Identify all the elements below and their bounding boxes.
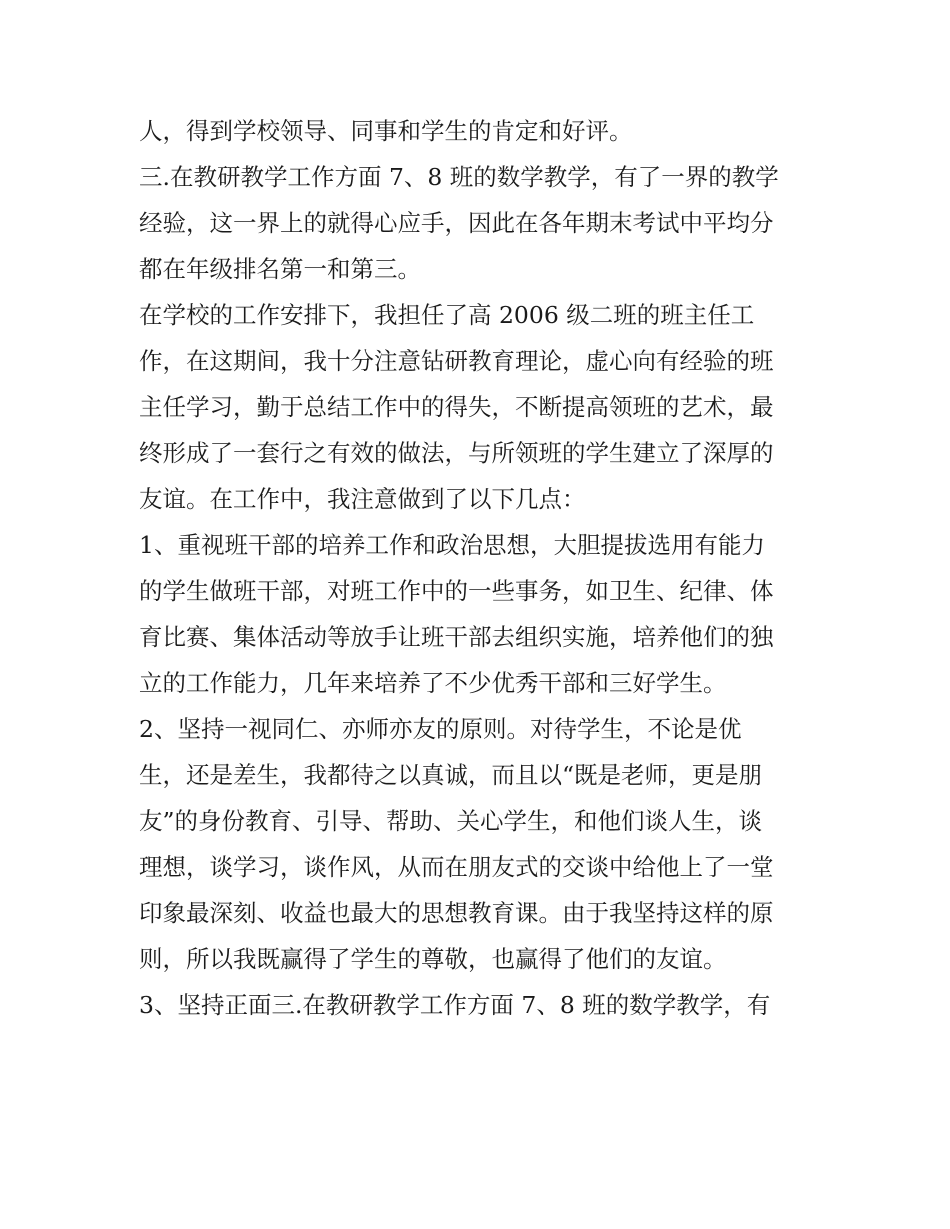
text-line: 1、重视班干部的培养工作和政治思想，大胆提拔选用有能力 xyxy=(139,531,765,559)
text-line: 生，还是差生，我都待之以真诚，而且以“既是老师，更是朋 xyxy=(139,761,763,789)
text-line: 的学生做班干部，对班工作中的一些事务，如卫生、纪律、体 xyxy=(139,577,774,605)
text-line: 人，得到学校领导、同事和学生的肯定和好评。 xyxy=(139,117,633,145)
text-line: 友”的身份教育、引导、帮助、关心学生，和他们谈人生，谈 xyxy=(139,807,763,835)
text-line: 主任学习，勤于总结工作中的得失，不断提高领班的艺术，最 xyxy=(139,393,774,421)
text-line: 经验，这一界上的就得心应手，因此在各年期末考试中平均分 xyxy=(139,209,774,237)
text-line: 三.在教研教学工作方面 7、8 班的数学教学，有了一界的教学 xyxy=(139,163,779,191)
text-line: 育比赛、集体活动等放手让班干部去组织实施，培养他们的独 xyxy=(139,623,774,651)
text-line: 3、坚持正面三.在教研教学工作方面 7、8 班的数学教学，有 xyxy=(139,991,771,1019)
body-text xyxy=(139,108,819,1028)
text-line: 在学校的工作安排下，我担任了高 2006 级二班的班主任工 xyxy=(139,301,755,329)
text-line: 理想，谈学习，谈作风，从而在朋友式的交谈中给他上了一堂 xyxy=(139,853,774,881)
text-line: 则，所以我既赢得了学生的尊敬，也赢得了他们的友谊。 xyxy=(139,945,727,973)
text-line: 印象最深刻、收益也最大的思想教育课。由于我坚持这样的原 xyxy=(139,899,774,927)
text-line: 终形成了一套行之有效的做法，与所领班的学生建立了深厚的 xyxy=(139,439,774,467)
text-line: 友谊。在工作中，我注意做到了以下几点： xyxy=(139,485,586,513)
text-line: 2、坚持一视同仁、亦师亦友的原则。对待学生，不论是优 xyxy=(139,715,742,743)
text-line: 立的工作能力，几年来培养了不少优秀干部和三好学生。 xyxy=(139,669,727,697)
text-line: 作，在这期间，我十分注意钻研教育理论，虚心向有经验的班 xyxy=(139,347,774,375)
text-line: 都在年级排名第一和第三。 xyxy=(139,255,421,283)
